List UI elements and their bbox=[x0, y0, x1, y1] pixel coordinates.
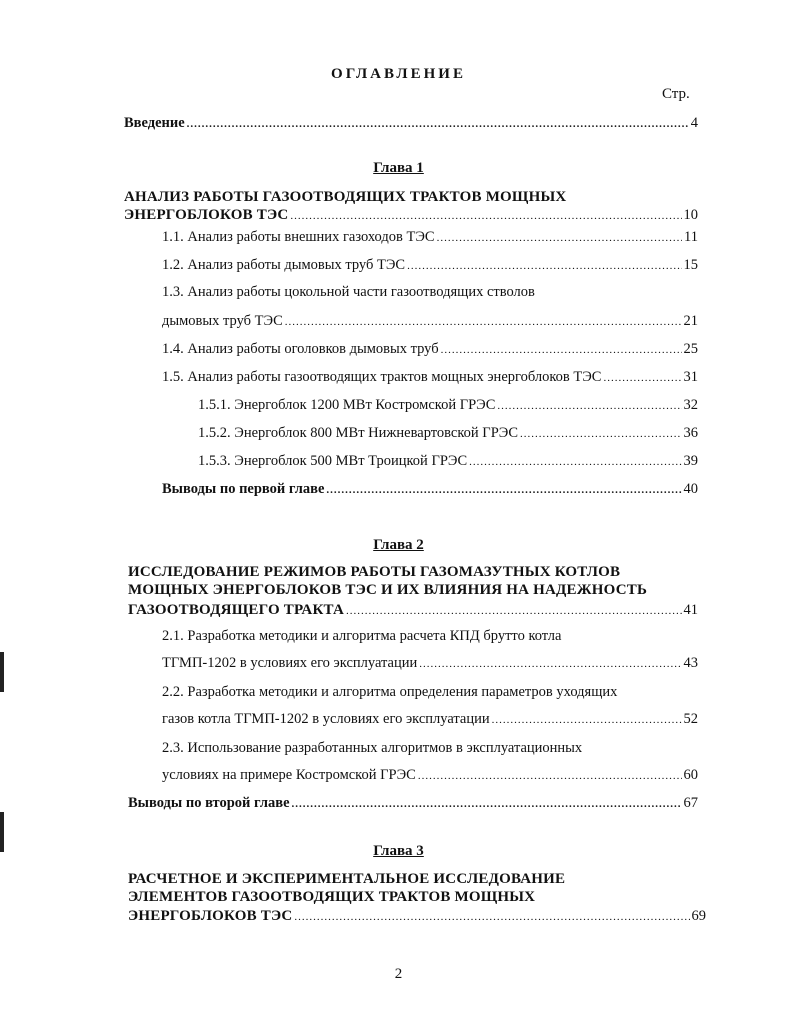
chapter-2-title-line3: ГАЗООТВОДЯЩЕГО ТРАКТА bbox=[128, 602, 345, 618]
leader-dots bbox=[437, 228, 682, 248]
toc-entry-label: 1.5.2. Энергоблок 800 МВт Нижневартовской ГРЭС bbox=[198, 425, 518, 441]
toc-entry-page: 40 bbox=[683, 481, 698, 497]
toc-title: ОГЛАВЛЕНИЕ bbox=[331, 66, 466, 82]
chapter-3-title-entry[interactable] bbox=[128, 906, 706, 927]
toc-entry-1-5-3[interactable] bbox=[198, 451, 698, 472]
leader-dots bbox=[346, 601, 681, 621]
toc-entry-2-2[interactable] bbox=[162, 709, 698, 730]
leader-dots bbox=[285, 312, 682, 332]
toc-entry-page: 39 bbox=[683, 453, 698, 469]
toc-entry-page: 67 bbox=[683, 795, 698, 811]
toc-entry-page: 32 bbox=[683, 397, 698, 413]
leader-dots bbox=[290, 206, 681, 226]
toc-entry-label: дымовых труб ТЭС bbox=[162, 313, 283, 329]
toc-entry-conclusion-2[interactable] bbox=[128, 793, 698, 814]
leader-dots bbox=[520, 424, 682, 444]
toc-entry-1-5-1[interactable] bbox=[198, 395, 698, 416]
toc-entry-label: 1.4. Анализ работы оголовков дымовых труб bbox=[162, 341, 439, 357]
leader-dots bbox=[407, 256, 681, 276]
toc-entry-label: условиях на примере Костромской ГРЭС bbox=[162, 767, 416, 783]
leader-dots bbox=[492, 710, 682, 730]
toc-entry-page: 4 bbox=[690, 115, 698, 131]
toc-entry-2-3[interactable] bbox=[162, 765, 698, 786]
toc-entry-1-4[interactable] bbox=[162, 339, 698, 360]
chapter-1-heading: Глава 1 bbox=[373, 160, 424, 176]
leader-dots bbox=[419, 654, 681, 674]
toc-entry-2-2-line1[interactable]: 2.2. Разработка методики и алгоритма определения параметров уходящих bbox=[162, 684, 618, 700]
chapter-2-title-line2: МОЩНЫХ ЭНЕРГОБЛОКОВ ТЭС И ИХ ВЛИЯНИЯ НА НАДЕЖНОСТЬ bbox=[128, 582, 648, 598]
scan-edge-mark bbox=[0, 652, 4, 692]
toc-entry-1-5-2[interactable] bbox=[198, 423, 698, 444]
toc-entry-page: 21 bbox=[683, 313, 698, 329]
toc-entry-label: 1.5.3. Энергоблок 500 МВт Троицкой ГРЭС bbox=[198, 453, 468, 469]
toc-entry-page: 15 bbox=[683, 257, 698, 273]
toc-entry-1-1[interactable] bbox=[162, 227, 698, 248]
chapter-1-title-entry[interactable] bbox=[124, 205, 698, 226]
toc-entry-2-3-line1[interactable]: 2.3. Использование разработанных алгоритмов в эксплуатационных bbox=[162, 740, 583, 756]
toc-entry-1-5[interactable] bbox=[162, 367, 698, 388]
toc-entry-intro[interactable] bbox=[124, 113, 698, 134]
toc-entry-1-3[interactable] bbox=[162, 311, 698, 332]
toc-entry-label: Введение bbox=[124, 115, 185, 131]
chapter-2-title-line1: ИССЛЕДОВАНИЕ РЕЖИМОВ РАБОТЫ ГАЗОМАЗУТНЫХ КОТЛОВ bbox=[128, 564, 621, 580]
toc-entry-page: 25 bbox=[683, 341, 698, 357]
toc-entry-page: 69 bbox=[691, 908, 706, 924]
toc-entry-page: 60 bbox=[683, 767, 698, 783]
leader-dots bbox=[603, 368, 681, 388]
leader-dots bbox=[418, 766, 682, 786]
toc-entry-1-3-line1[interactable]: 1.3. Анализ работы цокольной части газоотводящих стволов bbox=[162, 284, 535, 300]
toc-entry-label: Выводы по первой главе bbox=[162, 481, 325, 497]
chapter-3-title-line1: РАСЧЕТНОЕ И ЭКСПЕРИМЕНТАЛЬНОЕ ИССЛЕДОВАНИЕ bbox=[128, 871, 566, 887]
chapter-2-heading: Глава 2 bbox=[373, 537, 424, 553]
page-column-label: Стр. bbox=[662, 86, 690, 102]
leader-dots bbox=[187, 114, 689, 134]
page-number: 2 bbox=[394, 966, 403, 982]
chapter-3-title-line3: ЭНЕРГОБЛОКОВ ТЭС bbox=[128, 908, 293, 924]
toc-entry-page: 10 bbox=[683, 207, 698, 223]
leader-dots bbox=[441, 340, 682, 360]
toc-entry-conclusion-1[interactable] bbox=[162, 479, 698, 500]
toc-entry-page: 43 bbox=[683, 655, 698, 671]
toc-entry-page: 11 bbox=[684, 229, 698, 245]
toc-entry-2-1-line1[interactable]: 2.1. Разработка методики и алгоритма расчета КПД брутто котла bbox=[162, 628, 562, 644]
toc-entry-label: Выводы по второй главе bbox=[128, 795, 290, 811]
toc-entry-label: ТГМП-1202 в условиях его эксплуатации bbox=[162, 655, 418, 671]
toc-entry-1-2[interactable] bbox=[162, 255, 698, 276]
leader-dots bbox=[497, 396, 681, 416]
leader-dots bbox=[326, 480, 681, 500]
chapter-1-title-line2: ЭНЕРГОБЛОКОВ ТЭС bbox=[124, 207, 289, 223]
chapter-3-heading: Глава 3 bbox=[373, 843, 424, 859]
toc-entry-label: 1.5. Анализ работы газоотводящих трактов мощных энергоблоков ТЭС bbox=[162, 369, 602, 385]
leader-dots bbox=[469, 452, 681, 472]
toc-entry-label: 1.1. Анализ работы внешних газоходов ТЭС bbox=[162, 229, 435, 245]
chapter-3-title-line2: ЭЛЕМЕНТОВ ГАЗООТВОДЯЩИХ ТРАКТОВ МОЩНЫХ bbox=[128, 889, 536, 905]
leader-dots bbox=[294, 907, 689, 927]
toc-entry-page: 41 bbox=[683, 602, 698, 618]
leader-dots bbox=[292, 794, 682, 814]
toc-entry-label: 1.5.1. Энергоблок 1200 МВт Костромской ГРЭС bbox=[198, 397, 496, 413]
chapter-1-title-line1: АНАЛИЗ РАБОТЫ ГАЗООТВОДЯЩИХ ТРАКТОВ МОЩНЫХ bbox=[124, 189, 567, 205]
toc-entry-page: 36 bbox=[683, 425, 698, 441]
toc-entry-2-1[interactable] bbox=[162, 653, 698, 674]
toc-entry-label: газов котла ТГМП-1202 в условиях его эксплуатации bbox=[162, 711, 490, 727]
toc-entry-label: 1.2. Анализ работы дымовых труб ТЭС bbox=[162, 257, 406, 273]
chapter-2-title-entry[interactable] bbox=[128, 600, 698, 621]
toc-entry-page: 31 bbox=[683, 369, 698, 385]
toc-entry-page: 52 bbox=[683, 711, 698, 727]
